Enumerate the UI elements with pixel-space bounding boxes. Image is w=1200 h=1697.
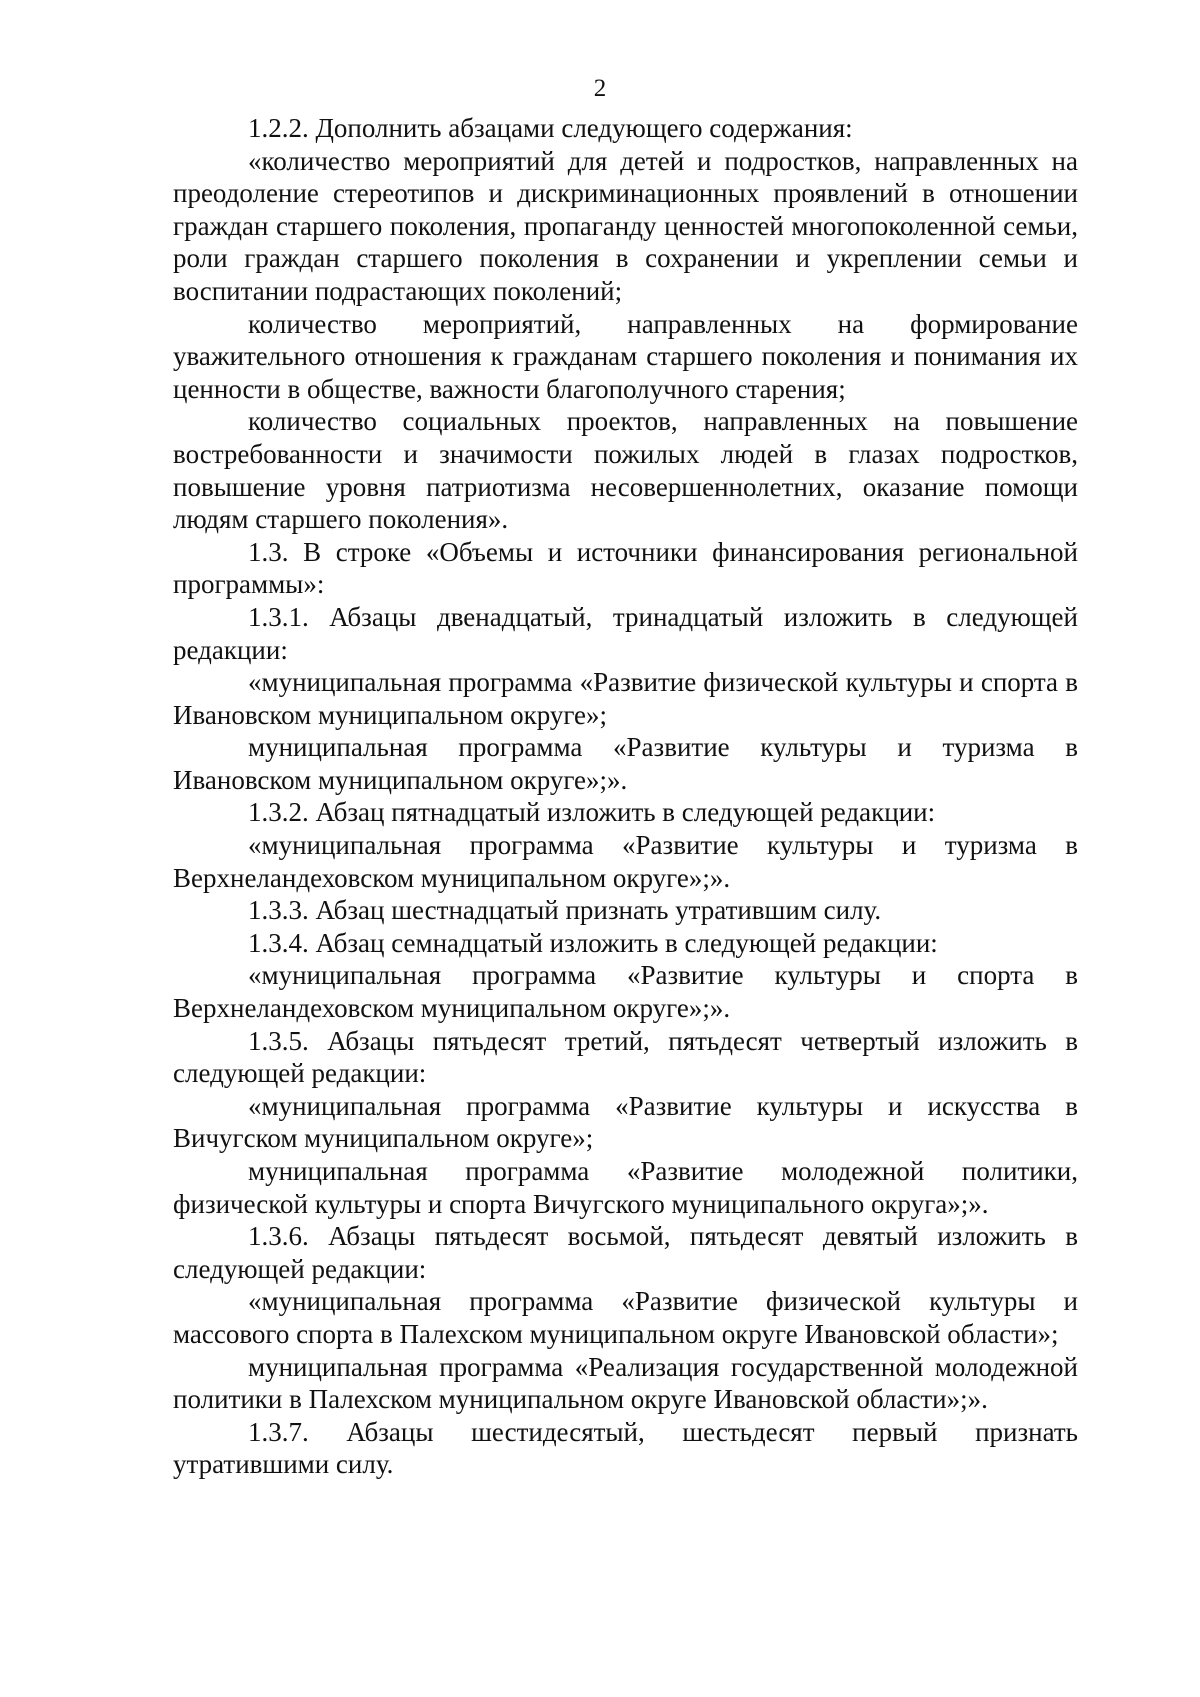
- paragraph-program-ivanovo-culture: муниципальная программа «Развитие культуры и туризма в Ивановском муниципальном округе»;».: [173, 732, 1078, 795]
- paragraph-program-ivanovo-sport: «муниципальная программа «Развитие физической культуры и спорта в Ивановском муниципальном округе»;: [173, 667, 1078, 730]
- paragraph-1-3-4: 1.3.4. Абзац семнадцатый изложить в следующей редакции:: [248, 927, 938, 958]
- paragraph-1-3-7: 1.3.7. Абзацы шестидесятый, шестьдесят первый признать утратившими силу.: [173, 1416, 1078, 1480]
- document-body: [173, 112, 1078, 1481]
- paragraph-quote-events-children: «количество мероприятий для детей и подростков, направленных на преодоление стереотипов и дискриминационных проявлений в отношении граждан старшего поколения, пропаганду ценностей многопоколенной семьи, роли граждан старшего поколения в сохранении и укреплении семьи и воспитании подрастающих поколений;: [173, 145, 1078, 306]
- paragraph-events-respect: количество мероприятий, направленных на формирование уважительного отношения к гражданам старшего поколения и понимания их ценности в обществе, важности благополучного старения;: [173, 308, 1078, 404]
- paragraph-program-verkhnelandekh-sport: «муниципальная программа «Развитие культуры и спорта в Верхнеландеховском муниципальном округе»;».: [173, 960, 1078, 1024]
- paragraph-1-3-3: 1.3.3. Абзац шестнадцатый признать утратившим силу.: [248, 895, 882, 926]
- paragraph-program-palekh-sport: «муниципальная программа «Развитие физической культуры и массового спорта в Палехском муниципальном округе Ивановской области»;: [173, 1286, 1078, 1349]
- paragraph-1-2-2: 1.2.2. Дополнить абзацами следующего содержания:: [248, 113, 853, 143]
- paragraph-1-3-6: 1.3.6. Абзацы пятьдесят восьмой, пятьдесят девятый изложить в следующей редакции:: [173, 1221, 1078, 1284]
- paragraph-program-vichuga-art: «муниципальная программа «Развитие культуры и искусства в Вичугском муниципальном округе»;: [173, 1090, 1078, 1154]
- paragraph-1-3-1: 1.3.1. Абзацы двенадцатый, тринадцатый изложить в следующей редакции:: [173, 601, 1078, 665]
- paragraph-1-3-5: 1.3.5. Абзацы пятьдесят третий, пятьдесят четвертый изложить в следующей редакции:: [173, 1025, 1078, 1089]
- paragraph-1-3-2: 1.3.2. Абзац пятнадцатый изложить в следующей редакции:: [248, 797, 936, 828]
- paragraph-program-verkhnelandekh-tourism: «муниципальная программа «Развитие культуры и туризма в Верхнеландеховском муниципальном округе»;».: [173, 830, 1078, 893]
- paragraph-social-projects: количество социальных проектов, направленных на повышение востребованности и значимости пожилых людей в глазах подростков, повышение уровня патриотизма несовершеннолетних, оказание помощи людям старшего поколения».: [173, 406, 1078, 535]
- paragraph-program-vichuga-youth: муниципальная программа «Развитие молодежной политики, физической культуры и спорта Вичугского муниципального округа»;».: [173, 1156, 1078, 1219]
- page-number: 2: [593, 75, 607, 102]
- paragraph-program-palekh-youth: муниципальная программа «Реализация государственной молодежной политики в Палехском муниципальном округе Ивановской области»;».: [173, 1351, 1078, 1415]
- paragraph-1-3: 1.3. В строке «Объемы и источники финансирования региональной программы»:: [173, 536, 1078, 600]
